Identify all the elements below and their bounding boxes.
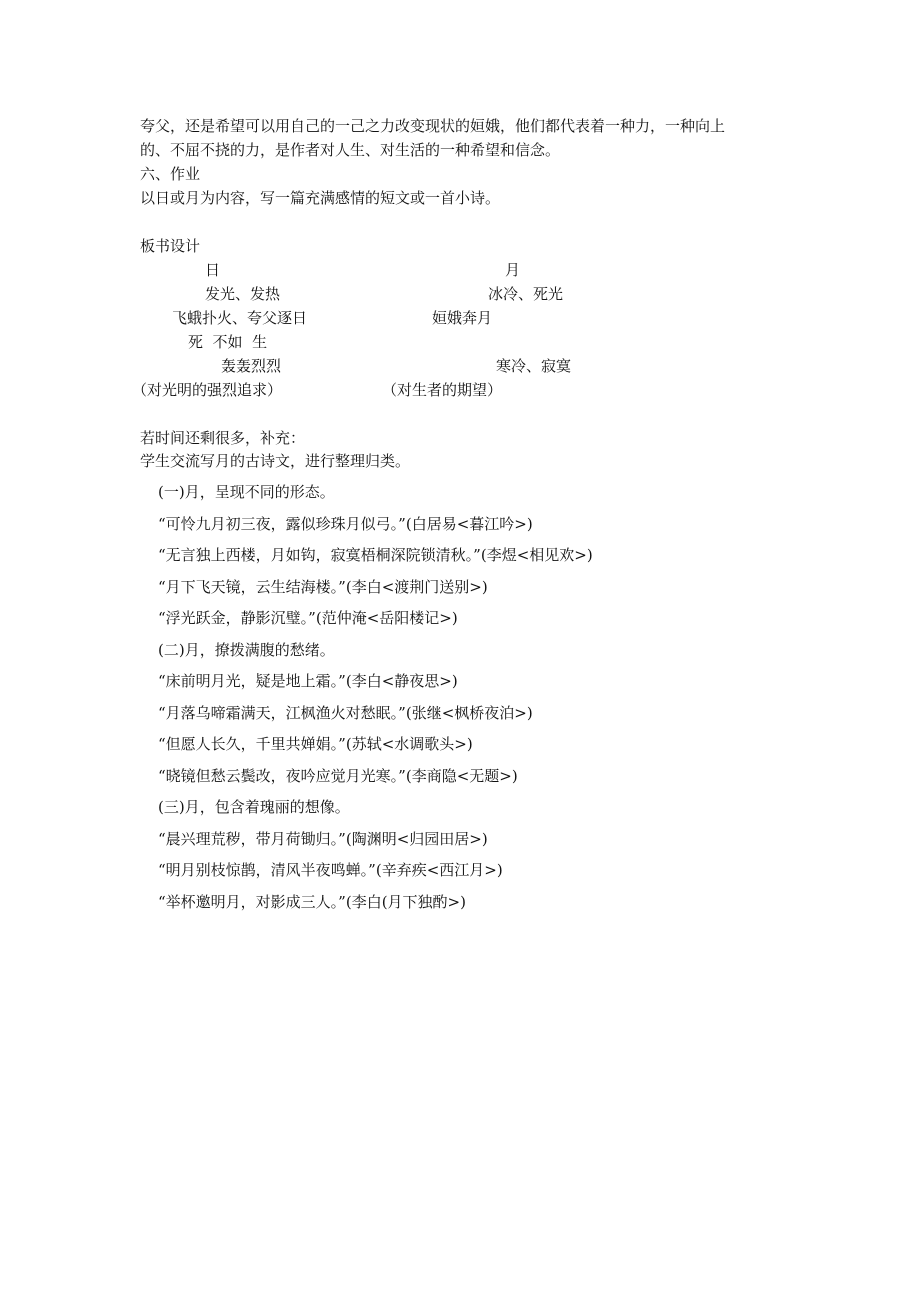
board-heading: 板书设计 (140, 237, 201, 255)
group-title: (二)月，撩拨满腹的愁绪。 (158, 641, 335, 659)
intro-line-1: 夸父，还是希望可以用自己的一己之力改变现状的姮娥，他们都代表着一种力，一种向上 (140, 117, 726, 135)
board-sun-title: 日 (205, 261, 221, 279)
poem-quote: “晓镜但愁云鬓改，夜吟应觉月光寒。”(李商隐<无题>) (158, 767, 518, 785)
homework-heading: 六、作业 (140, 165, 201, 183)
supplement-heading: 若时间还剩很多，补充： (140, 429, 306, 447)
board-moon-stories: 姮娥奔月 (432, 309, 493, 327)
board-moon-quality: 寒冷、寂寞 (496, 357, 572, 375)
poem-quote: “明月别枝惊鹊，清风半夜鸣蝉。”(辛弃疾<西江月>) (158, 861, 503, 879)
poem-quote: “但愿人长久，千里共婵娟。”(苏轼<水调歌头>) (158, 735, 473, 753)
supplement-intro: 学生交流写月的古诗文，进行整理归类。 (140, 452, 411, 470)
board-sun-traits: 发光、发热 (205, 285, 281, 303)
poem-quote: “可怜九月初三夜，露似珍珠月似弓。”(白居易<暮江吟>) (158, 515, 533, 533)
poem-quote: “床前明月光，疑是地上霜。”(李白<静夜思>) (158, 672, 458, 690)
board-sun-quality: 轰轰烈烈 (221, 357, 282, 375)
poem-quote: “举杯邀明月，对影成三人。”(李白(月下独酌>) (158, 893, 466, 911)
board-sun-meaning: （对光明的强烈追求） (132, 381, 283, 399)
board-sun-stories: 飞蛾扑火、夸父逐日 (172, 309, 308, 327)
board-moon-meaning: （对生者的期望） (382, 381, 503, 399)
group-title: (三)月，包含着瑰丽的想像。 (158, 798, 350, 816)
board-moon-traits: 冰冷、死光 (488, 285, 564, 303)
poem-quote: “晨兴理荒秽，带月荷锄归。”(陶渊明<归园田居>) (158, 830, 488, 848)
board-sun-compare: 死 不如 生 (188, 333, 268, 351)
board-moon-title: 月 (505, 261, 521, 279)
poem-quote: “无言独上西楼，月如钩，寂寞梧桐深院锁清秋。”(李煜<相见欢>) (158, 546, 593, 564)
intro-line-2: 的、不屈不挠的力，是作者对人生、对生活的一种希望和信念。 (140, 141, 561, 159)
poem-quote: “浮光跃金，静影沉璧。”(范仲淹<岳阳楼记>) (158, 609, 458, 627)
homework-text: 以日或月为内容，写一篇充满感情的短文或一首小诗。 (140, 189, 501, 207)
poem-quote: “月下飞天镜，云生结海楼。”(李白<渡荆门送别>) (158, 578, 488, 596)
poem-quote: “月落乌啼霜满天，江枫渔火对愁眠。”(张继<枫桥夜泊>) (158, 704, 533, 722)
group-title: (一)月，呈现不同的形态。 (158, 483, 335, 501)
